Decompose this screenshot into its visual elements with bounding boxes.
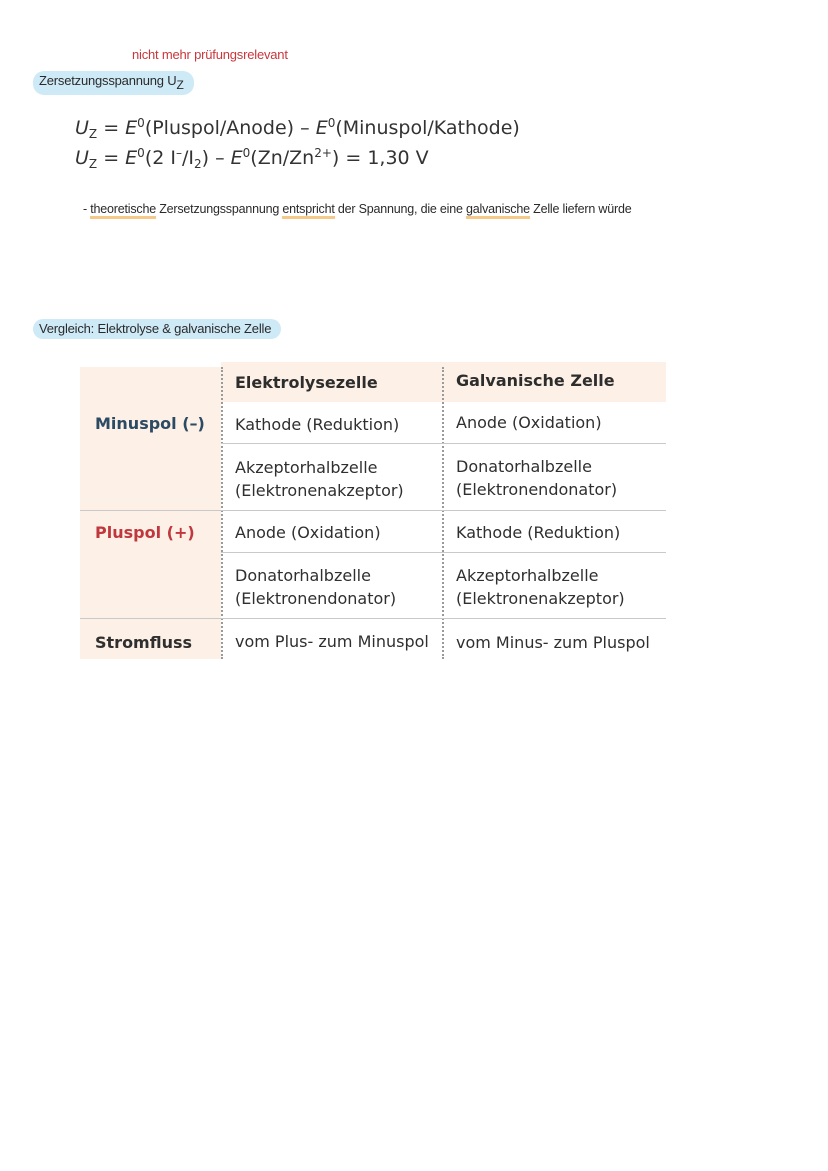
formula2-e1-arg-sub: 2	[193, 157, 202, 171]
formula2-e1-sup: 0	[137, 146, 145, 160]
comparison-table	[80, 362, 666, 662]
formula2-eq: =	[97, 147, 126, 169]
formula2-e1-arg-a: (2 I	[144, 147, 176, 169]
cell-minuspol-elektrolyse-rolle: (Elektronenakzeptor)	[235, 481, 404, 500]
section-title-subscript: Z	[176, 78, 184, 92]
formula2-e1-arg-b: /I	[181, 147, 194, 169]
formula-e2-sup: 0	[327, 116, 336, 130]
header-galvanische-zelle: Galvanische Zelle	[456, 371, 615, 390]
formula-e2-arg: (Minuspol/Kathode)	[335, 117, 520, 139]
cell-minuspol-galvanisch: Anode (Oxidation)	[456, 413, 602, 432]
formula2-e2-sup: 0	[242, 146, 251, 160]
highlight-galvanische: galvanische	[466, 202, 530, 219]
row-line-3	[221, 552, 666, 553]
formula2-e2-arg-sup: 2+	[314, 146, 332, 160]
formula-e1: E	[125, 117, 138, 139]
formula2-e2: E	[230, 147, 243, 169]
formula-lhs-sub: Z	[88, 127, 98, 141]
formula2-e1: E	[125, 147, 138, 169]
cell-minuspol-galvanisch-rolle: (Elektronendonator)	[456, 480, 618, 499]
handwritten-note: nicht mehr prüfungsrelevant	[132, 47, 288, 62]
row-label-minuspol: Minuspol (–)	[95, 414, 205, 433]
formula-uz-general	[75, 116, 520, 141]
formula-e2: E	[315, 117, 328, 139]
highlight-theoretische: theoretische	[90, 202, 156, 219]
cell-pluspol-galvanisch-halbzelle: Akzeptorhalbzelle	[456, 566, 599, 585]
row-label-stromfluss: Stromfluss	[95, 633, 193, 652]
cell-minuspol-elektrolyse: Kathode (Reduktion)	[235, 415, 400, 434]
cell-stromfluss-elektrolyse: vom Plus- zum Minuspol	[235, 632, 429, 651]
row-label-background	[80, 367, 221, 659]
formula2-e2-arg-a: (Zn/Zn	[250, 147, 315, 169]
formula-e1-arg: (Pluspol/Anode) –	[144, 117, 316, 139]
section-title-vergleich: Vergleich: Elektrolyse & galvanische Zelle	[33, 319, 281, 339]
header-elektrolysezelle: Elektrolysezelle	[235, 373, 378, 392]
bullet-note	[83, 202, 631, 216]
formula2-e2-arg-b: ) = 1,30 V	[331, 147, 429, 169]
bullet-dash: -	[83, 202, 91, 216]
cell-pluspol-galvanisch: Kathode (Reduktion)	[456, 523, 621, 542]
formula-eq: =	[97, 117, 126, 139]
formula2-e1-arg-sup: –	[175, 146, 182, 160]
formula2-lhs: U	[75, 147, 89, 169]
column-divider-2	[442, 367, 444, 659]
section-title-text: Zersetzungsspannung U	[39, 73, 177, 88]
column-divider-1	[221, 367, 223, 659]
cell-pluspol-galvanisch-rolle: (Elektronenakzeptor)	[456, 589, 625, 608]
formula-e1-sup: 0	[137, 116, 145, 130]
cell-pluspol-elektrolyse-rolle: (Elektronendonator)	[235, 589, 397, 608]
highlight-entspricht: entspricht	[282, 202, 334, 219]
bullet-text-1: Zersetzungsspannung	[155, 202, 283, 216]
cell-stromfluss-galvanisch: vom Minus- zum Pluspol	[456, 633, 650, 652]
cell-pluspol-elektrolyse: Anode (Oxidation)	[235, 523, 381, 542]
cell-minuspol-galvanisch-halbzelle: Donatorhalbzelle	[456, 457, 592, 476]
bullet-text-2: der Spannung, die eine	[334, 202, 467, 216]
row-label-pluspol: Pluspol (+)	[95, 523, 195, 542]
bullet-text-3: Zelle liefern würde	[529, 202, 632, 216]
formula-uz-example	[75, 146, 429, 171]
formula2-lhs-sub: Z	[88, 157, 98, 171]
formula-lhs: U	[75, 117, 89, 139]
row-line-1	[221, 443, 666, 444]
section-title-zersetzungsspannung	[33, 71, 194, 95]
formula2-e1-arg-c: ) –	[201, 147, 231, 169]
row-line-4	[80, 618, 666, 619]
cell-pluspol-elektrolyse-halbzelle: Donatorhalbzelle	[235, 566, 371, 585]
row-line-2	[80, 510, 666, 511]
cell-minuspol-elektrolyse-halbzelle: Akzeptorhalbzelle	[235, 458, 378, 477]
